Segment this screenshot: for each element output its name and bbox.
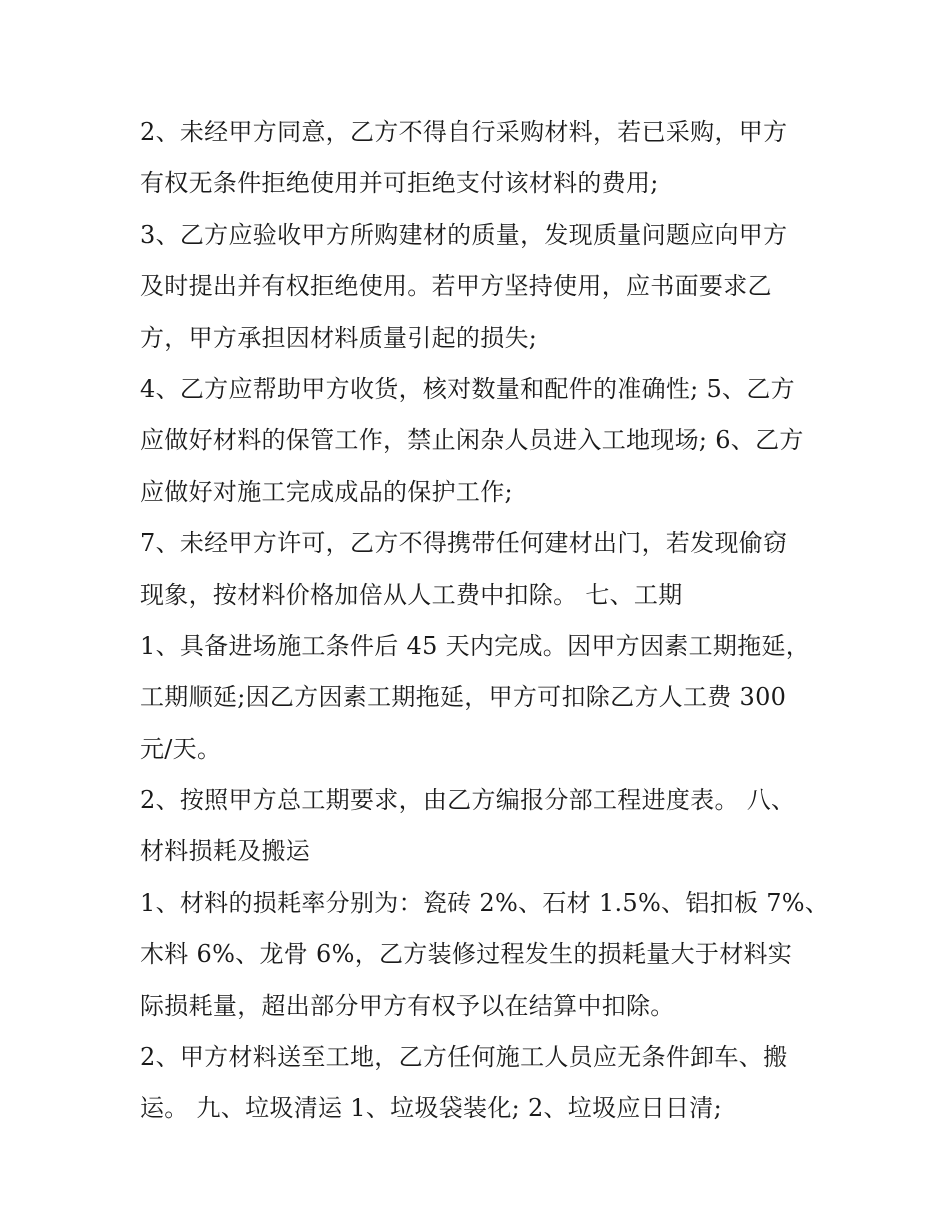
text-line: 工期顺延;因乙方因素工期拖延，甲方可扣除乙方人工费 300 <box>140 683 787 712</box>
document-body <box>140 107 830 1135</box>
text-line: 4、乙方应帮助甲方收货，核对数量和配件的准确性; 5、乙方 <box>140 374 795 403</box>
text-line: 际损耗量，超出部分甲方有权予以在结算中扣除。 <box>140 991 675 1020</box>
text-line: 应做好材料的保管工作，禁止闲杂人员进入工地现场; 6、乙方 <box>140 426 804 455</box>
text-line: 3、乙方应验收甲方所购建材的质量，发现质量问题应向甲方 <box>140 220 788 249</box>
text-line: 2、甲方材料送至工地，乙方任何施工人员应无条件卸车、搬 <box>140 1043 788 1072</box>
text-line: 现象，按材料价格加倍从人工费中扣除。 七、工期 <box>140 580 683 609</box>
text-line: 1、材料的损耗率分别为：瓷砖 2%、石材 1.5%、铝扣板 7%、 <box>140 888 830 917</box>
text-line: 木料 6%、龙骨 6%，乙方装修过程发生的损耗量大于材料实 <box>140 940 793 969</box>
text-line: 材料损耗及搬运 <box>140 837 311 866</box>
text-line: 7、未经甲方许可，乙方不得携带任何建材出门，若发现偷窃 <box>140 529 788 558</box>
text-line: 2、未经甲方同意，乙方不得自行采购材料，若已采购，甲方 <box>140 118 788 146</box>
text-line: 及时提出并有权拒绝使用。若甲方坚持使用，应书面要求乙 <box>140 272 772 301</box>
text-line: 方，甲方承担因材料质量引起的损失; <box>140 323 538 352</box>
text-line: 有权无条件拒绝使用并可拒绝支付该材料的费用; <box>140 169 659 198</box>
text-line: 应做好对施工完成成品的保护工作; <box>140 477 513 506</box>
text-line: 运。 九、垃圾清运 1、垃圾袋装化; 2、垃圾应日日清; <box>140 1094 722 1123</box>
text-line: 2、按照甲方总工期要求，由乙方编报分部工程进度表。 八、 <box>140 786 796 815</box>
text-line: 1、具备进场施工条件后 45 天内完成。因甲方因素工期拖延， <box>140 631 811 660</box>
text-line: 元/天。 <box>140 734 222 763</box>
